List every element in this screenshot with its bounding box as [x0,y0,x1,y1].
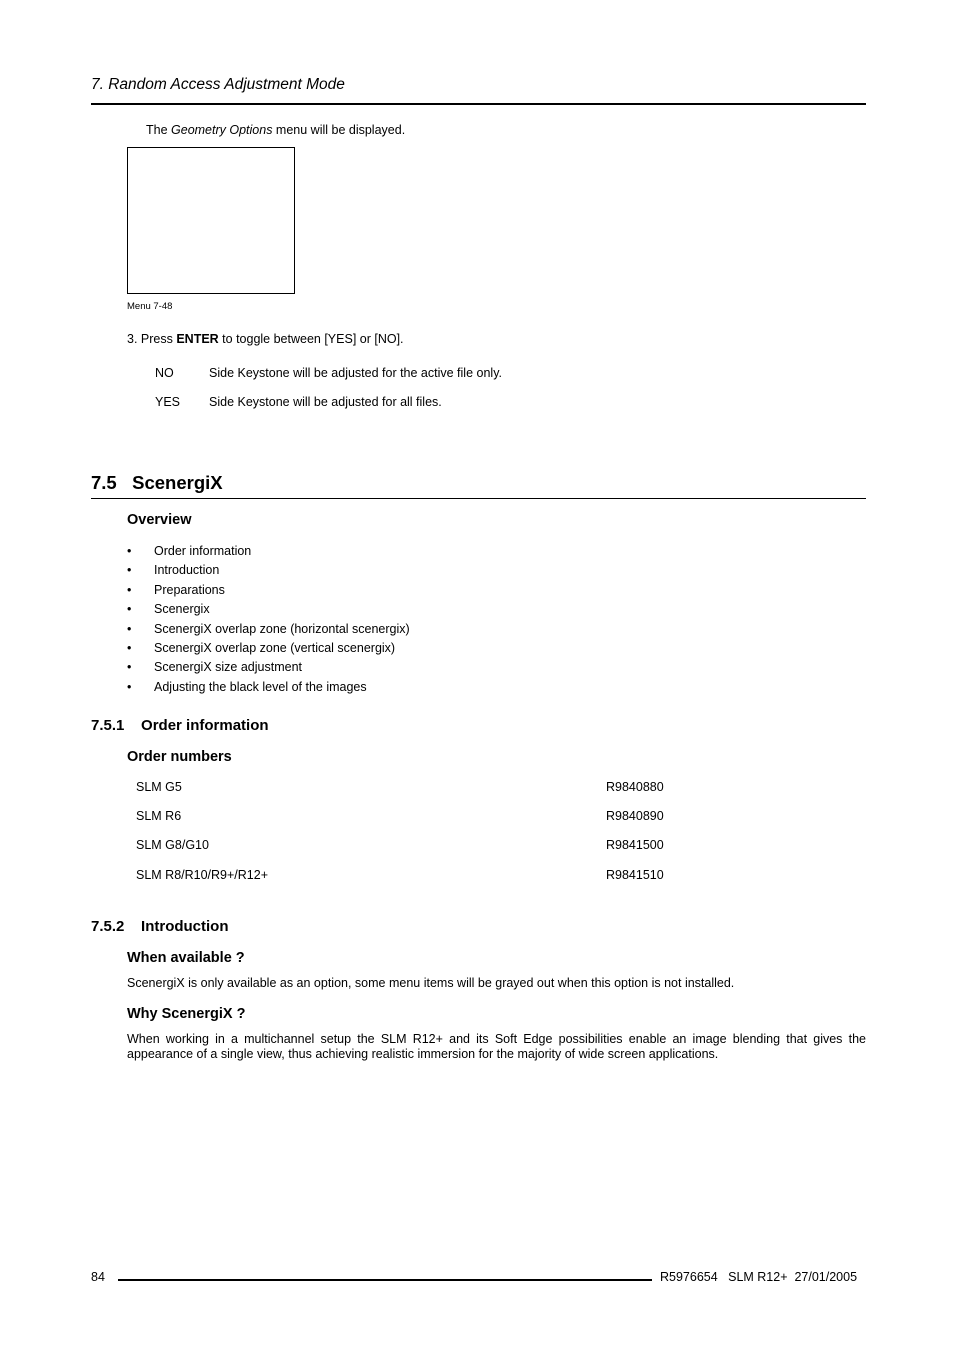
order-numbers-heading: Order numbers [127,749,232,765]
list-item[interactable] [127,621,410,640]
intro-pre: The [146,123,172,137]
option-no-key: NO [155,366,174,380]
option-yes-key: YES [155,395,181,409]
option-no-desc: Side Keystone will be adjusted for the active file only. [209,366,502,380]
order-number: R9841510 [606,868,664,882]
subsection-order-title: 7.5.1 Order information [91,717,269,734]
subsection-intro-title: 7.5.2 Introduction [91,918,229,935]
order-model: SLM R6 [136,809,182,823]
overview-item-label: ScenergiX overlap zone (horizontal scenergix) [154,621,410,636]
list-item[interactable] [127,601,410,620]
menu-image-frame [127,147,295,294]
list-item[interactable] [127,679,410,698]
table-row [136,809,696,823]
overview-item-label: ScenergiX size adjustment [154,660,302,675]
when-available-heading: When available ? [127,950,245,966]
bullet-4: • [127,621,132,636]
section-title: 7.5 ScenergiX [91,472,223,493]
footer-divider [118,1279,652,1281]
overview-item-label: ScenergiX overlap zone (vertical scenergix) [154,640,396,655]
bullet-1: • [127,563,132,578]
overview-list [127,543,410,698]
bullet-3: • [127,602,132,617]
order-number: R9841500 [606,838,664,852]
list-item[interactable] [127,582,410,601]
option-yes-desc: Side Keystone will be adjusted for all files. [209,395,442,409]
intro-menu-name: Geometry Options [171,123,273,137]
table-row [136,838,696,852]
list-item[interactable] [127,562,410,581]
step-3-key: ENTER [176,332,219,346]
list-item[interactable] [127,640,410,659]
why-scenergix-text: When working in a multichannel setup the SLM R12+ and its Soft Edge possibilities enable an image blending that gives the appearance of a single view, thus achieving realistic immersion for the majority of wide screen applications. [127,1032,866,1061]
why-scenergix-heading: Why ScenergiX ? [127,1006,246,1022]
bullet-0: • [127,544,132,558]
list-item[interactable] [127,543,410,562]
order-number: R9840890 [606,809,664,823]
order-model: SLM G5 [136,780,182,794]
overview-item-label: Scenergix [154,602,210,617]
order-model: SLM R8/R10/R9+/R12+ [136,868,269,882]
overview-item-label: Introduction [154,563,220,578]
intro-post: menu will be displayed. [272,123,406,137]
table-row [136,780,696,794]
overview-item-label: Adjusting the black level of the images [154,679,367,694]
section-divider [91,498,866,499]
header-divider [91,103,866,105]
overview-heading: Overview [127,512,192,528]
page-number: 84 [91,1270,105,1284]
step-3-post: to toggle between [YES] or [NO]. [218,332,404,346]
list-item[interactable] [127,659,410,678]
table-row [136,868,696,882]
overview-item-label: Preparations [154,582,225,597]
step-3 [127,332,404,346]
order-number: R9840880 [606,780,664,794]
intro-sentence [146,123,405,137]
when-available-text: ScenergiX is only available as an option, some menu items will be grayed out when this option is not installed. [127,976,735,990]
bullet-7: • [127,679,132,694]
bullet-6: • [127,660,132,675]
bullet-2: • [127,582,132,597]
footer-reference: R5976654 SLM R12+ 27/01/2005 [660,1270,858,1284]
page-header-title: 7. Random Access Adjustment Mode [91,76,345,93]
menu-caption: Menu 7-48 [127,301,173,312]
overview-item-label: Order information [154,544,252,558]
order-model: SLM G8/G10 [136,838,209,852]
step-3-pre: 3. Press [127,332,177,346]
bullet-5: • [127,640,132,655]
